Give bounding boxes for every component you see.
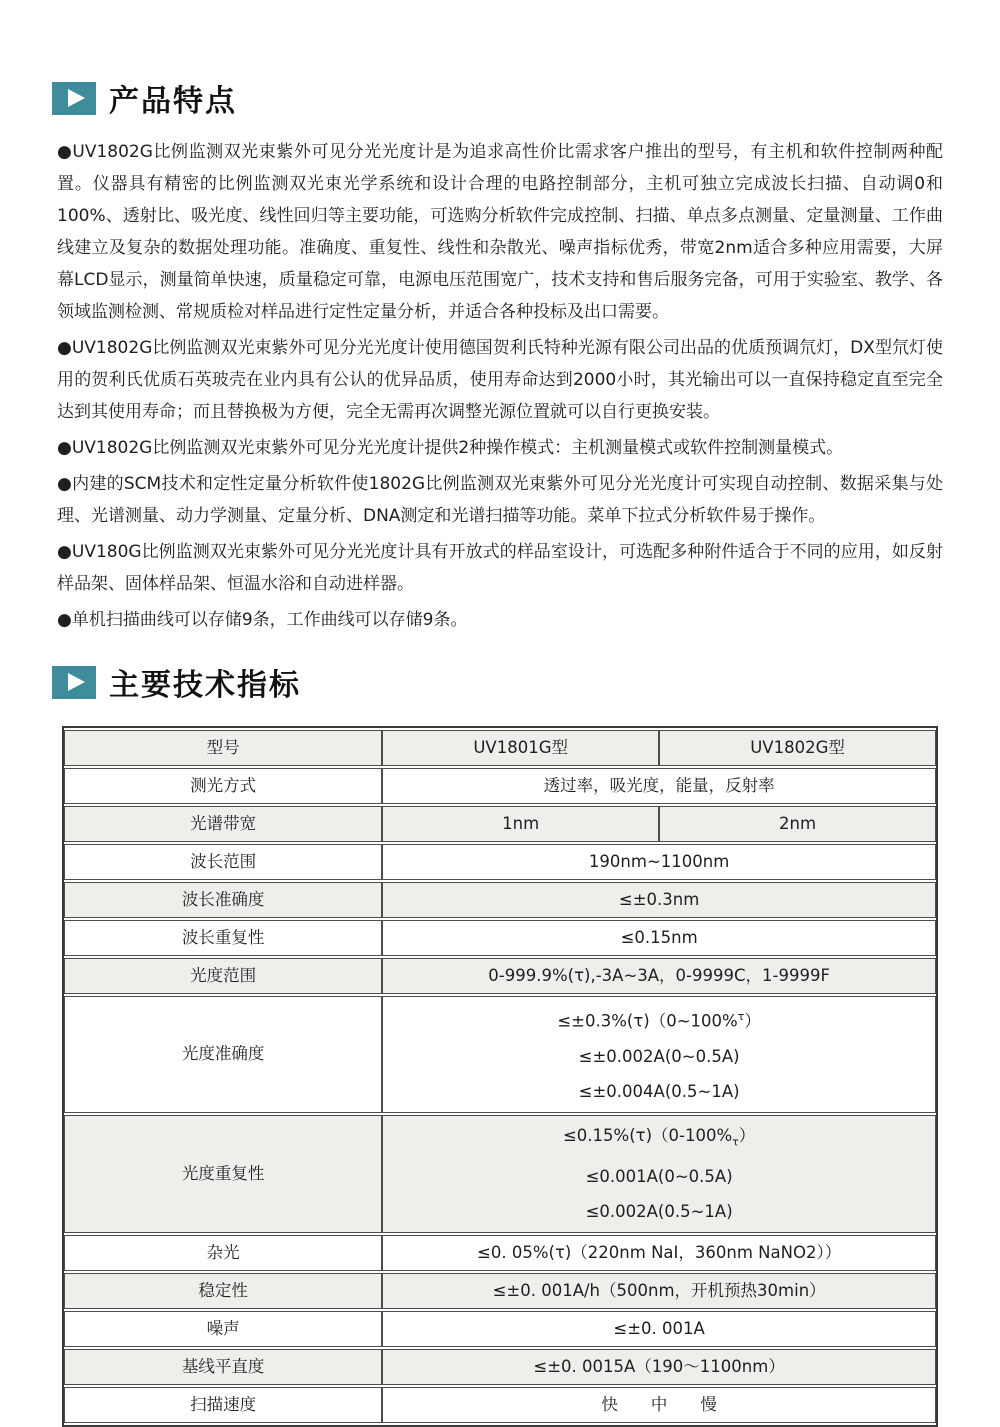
spec-row	[64, 1349, 936, 1385]
spec-value-line: 透过率，吸光度，能量，反射率	[543, 776, 775, 795]
spec-label: 光谱带宽	[64, 806, 382, 842]
spec-value	[382, 1115, 936, 1233]
spec-label: 噪声	[64, 1311, 382, 1347]
spec-label: 光度范围	[64, 958, 382, 994]
spec-label: 波长范围	[64, 844, 382, 880]
spec-value-line: ≤0.002A(0.5~1A)	[585, 1201, 733, 1221]
spec-row	[64, 1311, 936, 1347]
spec-value: 2nm	[659, 806, 936, 842]
feature-paragraph: ●内建的SCM技术和定性定量分析软件使1802G比例监测双光束紫外可见分光光度计可实现自动控制、数据采集与处理、光谱测量、动力学测量、定量分析、DNA测定和光谱扫描等功能。菜单下拉式分析软件易于操作。	[57, 474, 943, 526]
spec-value-line: 190nm~1100nm	[588, 852, 730, 871]
spec-value-line: $\le 0.15\%(\tau)(0-100\%_\tau)$	[562, 1125, 756, 1148]
spec-label: 波长准确度	[64, 882, 382, 918]
spec-value-line: 快 中 慢	[601, 1394, 717, 1414]
spec-value	[382, 1387, 936, 1423]
spec-value-line: ≤±0.3%(τ)（0~100%$^\tau$）	[557, 1010, 761, 1031]
specs-section-title: 主要技术指标	[109, 668, 301, 703]
spec-row	[64, 844, 936, 880]
spec-label: 波长重复性	[64, 920, 382, 956]
spec-value	[382, 882, 936, 918]
spec-table-body	[64, 730, 936, 1423]
spec-row	[64, 882, 936, 918]
spec-value-line: ≤0. 05%(τ)（220nm NaI，360nm NaNO2））	[477, 1242, 842, 1262]
spec-value	[382, 1349, 936, 1385]
spec-value-line: ≤0.001A(0~0.5A)	[585, 1166, 733, 1186]
spec-value-line: ≤±0.002A(0~0.5A)	[578, 1046, 740, 1066]
spec-row	[64, 1235, 936, 1271]
features-section-header	[52, 0, 1000, 120]
spec-row	[64, 1273, 936, 1309]
spec-label: 型号	[64, 730, 382, 766]
feature-paragraph: ●UV1802G比例监测双光束紫外可见分光光度计是为追求高性价比需求客户推出的型号，有主机和软件控制两种配置。仪器具有精密的比例监测双光束光学系统和设计合理的电路控制部分，主机可独立完成波长扫描、自动调0和100%、透射比、吸光度、线性回归等主要功能，可选购分析软件完成控制、扫描、单点多点测量、定量测量、工作曲线建立及复杂的数据处理功能。准确度、重复性、线性和杂散光、噪声指标优秀，带宽2nm适合多种应用需要，大屏幕LCD显示，测量简单快速，质量稳定可靠，电源电压范围宽广，技术支持和售后服务完备，可用于实验室、教学、各领域监测检测、常规质检对样品进行定性定量分析，并适合各种投标及出口需要。	[57, 142, 943, 322]
spec-value	[382, 958, 936, 994]
spec-value-line: 0-999.9%(τ),-3A~3A，0-9999C，1-9999F	[488, 966, 830, 985]
feature-list	[57, 136, 943, 636]
spec-row	[64, 958, 936, 994]
feature-paragraph: ●UV180G比例监测双光束紫外可见分光光度计具有开放式的样品室设计，可选配多种附件适合于不同的应用，如反射样品架、固体样品架、恒温水浴和自动进样器。	[57, 542, 943, 594]
spec-row	[64, 996, 936, 1113]
feature-paragraph: ●UV1802G比例监测双光束紫外可见分光光度计提供2种操作模式：主机测量模式或软件控制测量模式。	[57, 438, 844, 458]
play-arrow-icon	[68, 89, 85, 107]
spec-row	[64, 920, 936, 956]
spec-label: 扫描速度	[64, 1387, 382, 1423]
feature-paragraph: ●UV1802G比例监测双光束紫外可见分光光度计使用德国贺利氏特种光源有限公司出品的优质预调氘灯，DX型氘灯使用的贺利氏优质石英玻壳在业内具有公认的优异品质，使用寿命达到2000小时，其光输出可以一直保持稳定直至完全达到其使用寿命；而且替换极为方便，完全无需再次调整光源位置就可以自行更换安装。	[57, 338, 943, 422]
spec-label: 稳定性	[64, 1273, 382, 1309]
play-arrow-icon	[68, 673, 85, 691]
spec-value-line: ≤±0.004A(0.5~1A)	[578, 1081, 740, 1101]
spec-label: 光度准确度	[64, 996, 382, 1113]
spec-row	[64, 806, 936, 842]
spec-value	[382, 844, 936, 880]
section-icon	[52, 666, 96, 699]
spec-value-line: ≤±0. 0015A（190～1100nm）	[533, 1356, 785, 1376]
spec-row	[64, 768, 936, 804]
spec-row	[64, 1387, 936, 1423]
spec-value-line: ≤±0. 001A/h（500nm，开机预热30min）	[492, 1280, 826, 1300]
spec-value-line: ≤±0.3nm	[618, 890, 700, 909]
feature-paragraph: ●单机扫描曲线可以存储9条，工作曲线可以存储9条。	[57, 610, 468, 630]
spec-value: UV1801G型	[382, 730, 659, 766]
spec-label: 杂光	[64, 1235, 382, 1271]
section-icon	[52, 82, 96, 115]
spec-value	[382, 920, 936, 956]
spec-label: 测光方式	[64, 768, 382, 804]
spec-row	[64, 1115, 936, 1233]
features-section-title: 产品特点	[109, 84, 237, 119]
spec-value	[382, 768, 936, 804]
specs-section-header	[52, 660, 1000, 704]
spec-table	[62, 726, 938, 1427]
spec-label: 基线平直度	[64, 1349, 382, 1385]
spec-value	[382, 1235, 936, 1271]
spec-value	[382, 996, 936, 1113]
spec-value-line: ≤±0. 001A	[613, 1318, 705, 1338]
spec-label: 光度重复性	[64, 1115, 382, 1233]
spec-value	[382, 1311, 936, 1347]
spec-value: UV1802G型	[659, 730, 936, 766]
spec-value: 1nm	[382, 806, 659, 842]
spec-row	[64, 730, 936, 766]
spec-value	[382, 1273, 936, 1309]
spec-value-line: ≤0.15nm	[620, 928, 698, 947]
